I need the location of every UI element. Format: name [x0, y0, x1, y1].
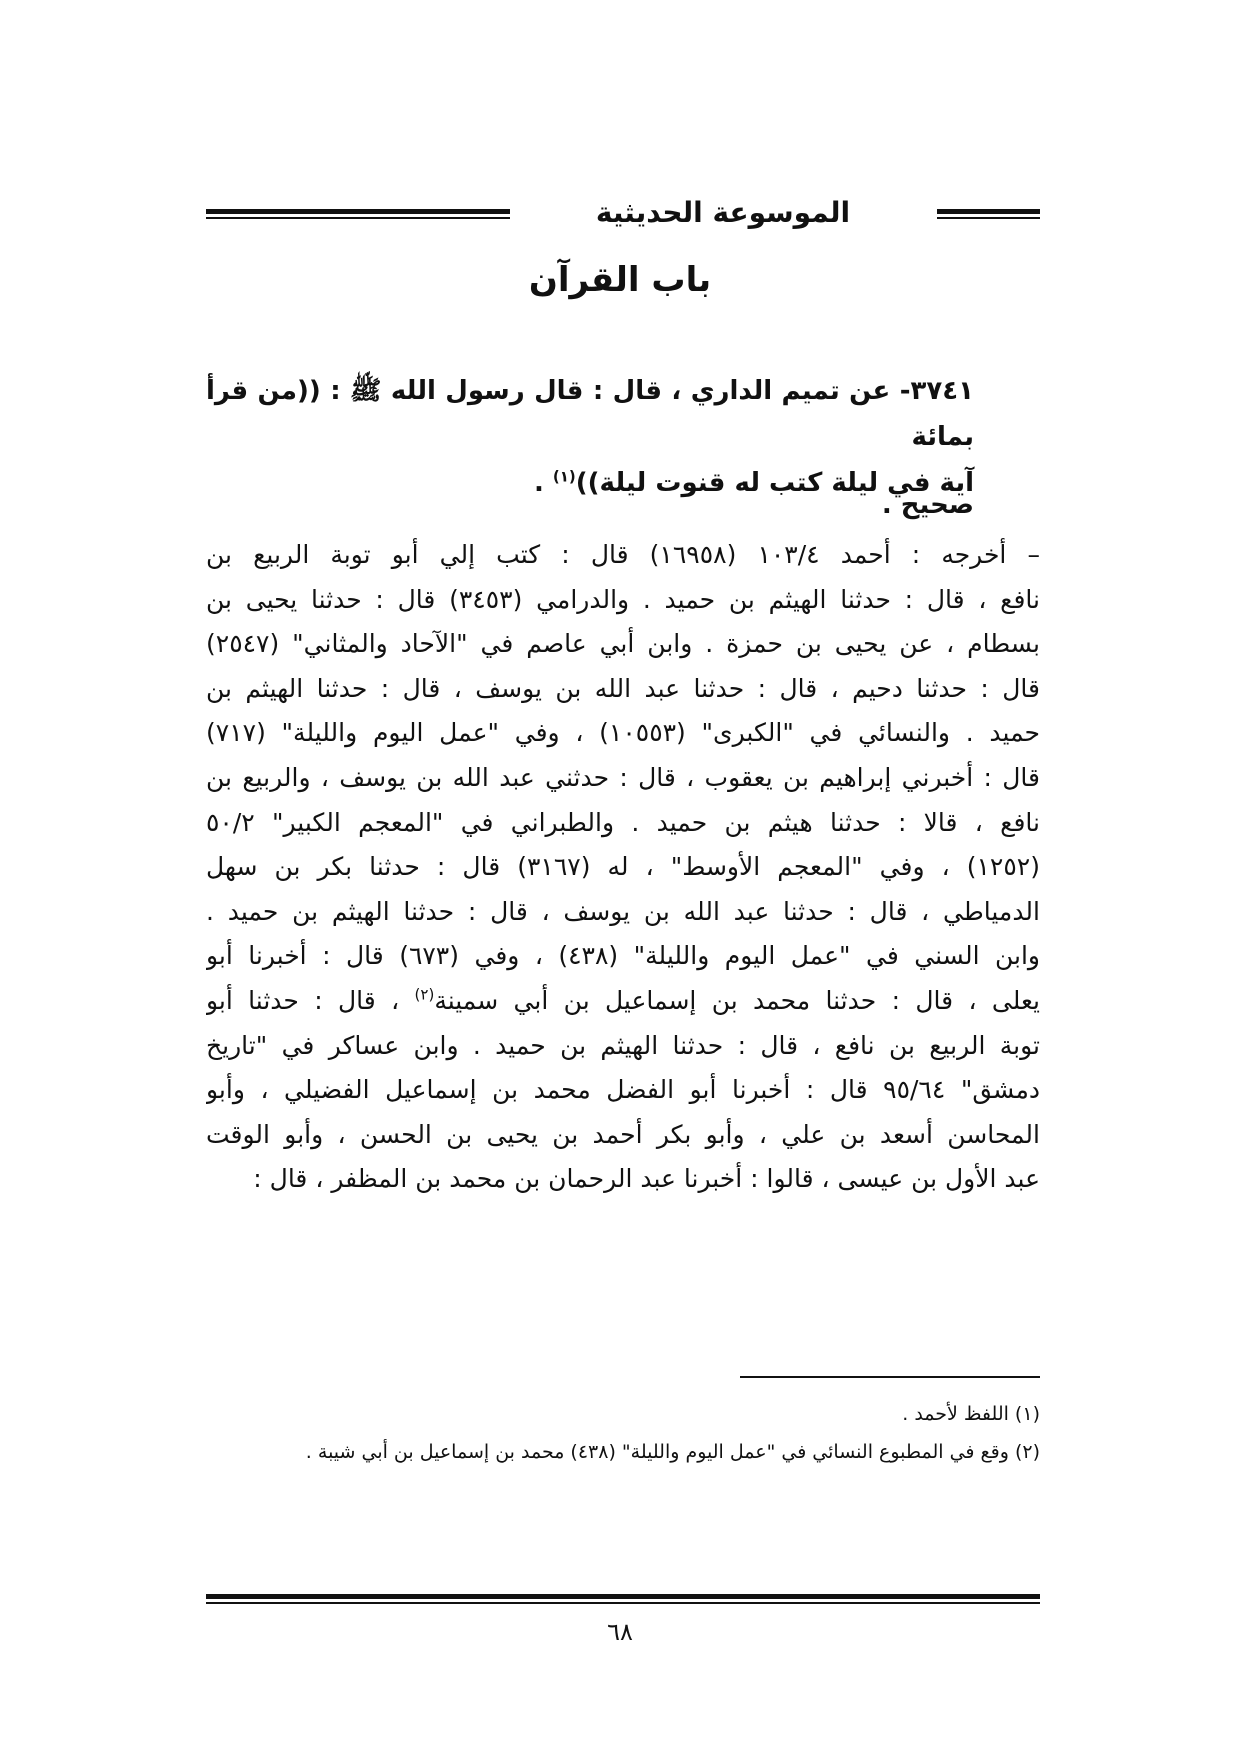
body-line-part: يعلى ، قال : حدثنا محمد بن إسماعيل بن أبي سمينة [434, 985, 1040, 1015]
bottom-rule [206, 1594, 1040, 1604]
header-rule-right [937, 209, 1040, 219]
chapter-title: باب القرآن [528, 260, 712, 300]
running-header [206, 193, 1040, 233]
body-line: الدمياطي ، قال : حدثنا عبد الله بن يوسف ، قال : حدثنا الهيثم بن حميد . [206, 896, 1040, 926]
takhrij-text [206, 533, 1040, 1202]
hadith-line-2: آية في ليلة كتب له قنوت ليلة)) [575, 468, 974, 498]
body-line: بسطام ، عن يحيى بن حمزة . وابن أبي عاصم في "الآحاد والمثاني" (٢٥٤٧) [206, 629, 1040, 659]
page-number: ٦٨ [607, 1618, 633, 1646]
body-line: المحاسن أسعد بن علي ، وأبو بكر أحمد بن يحيى بن الحسن ، وأبو الوقت [206, 1119, 1040, 1149]
book-title: الموسوعة الحديثية [595, 196, 851, 229]
header-rule-left [206, 209, 510, 219]
hadith-line-1: ٣٧٤١- عن تميم الداري ، قال : قال رسول الله ﷺ : ((من قرأ بمائة [206, 376, 974, 452]
footnotes [206, 1395, 1040, 1471]
body-line: عبد الأول بن عيسى ، قالوا : أخبرنا عبد الرحمان بن محمد بن المظفر ، قال : [253, 1164, 1040, 1194]
body-line: قال : حدثنا دحيم ، قال : حدثنا عبد الله بن يوسف ، قال : حدثنا الهيثم بن [206, 673, 1040, 703]
body-line: – أخرجه : أحمد ١٠٣/٤ (١٦٩٥٨) قال : كتب إلي أبو توبة الربيع بن [206, 540, 1040, 569]
footnote-ref-2: (٢) [414, 985, 435, 1004]
body-line: (١٢٥٢) ، وفي "المعجم الأوسط" ، له (٣١٦٧) قال : حدثنا بكر بن سهل [206, 852, 1040, 882]
body-line: توبة الربيع بن نافع ، قال : حدثنا الهيثم بن حميد . وابن عساكر في "تاريخ [206, 1030, 1040, 1060]
body-line: وابن السني في "عمل اليوم والليلة" (٤٣٨) ، وفي (٦٧٣) قال : أخبرنا أبو [206, 941, 1040, 971]
body-line-with-note [206, 979, 1040, 1024]
body-line: نافع ، قال : حدثنا الهيثم بن حميد . والدرامي (٣٤٥٣) قال : حدثنا يحيى بن [206, 584, 1040, 614]
footnote-ref-1: (١) [552, 467, 576, 486]
body-line-part: ، قال : حدثنا أبو [206, 985, 415, 1015]
body-line: حميد . والنسائي في "الكبرى" (١٠٥٥٣) ، وفي "عمل اليوم والليلة" (٧١٧) [206, 718, 1040, 748]
hadith-grade: صحيح . [881, 490, 974, 520]
hadith-line-2-end: . [533, 468, 553, 498]
footnote-2: (٢) وقع في المطبوع النسائي في "عمل اليوم والليلة" (٤٣٨) محمد بن إسماعيل بن أبي شيبة . [305, 1441, 1040, 1463]
footnote-separator [740, 1376, 1040, 1378]
body-line: قال : أخبرني إبراهيم بن يعقوب ، قال : حدثني عبد الله بن يوسف ، والربيع بن [206, 762, 1040, 792]
body-line: دمشق" ٩٥/٦٤ قال : أخبرنا أبو الفضل محمد بن إسماعيل الفضيلي ، وأبو [206, 1075, 1040, 1105]
body-line: نافع ، قالا : حدثنا هيثم بن حميد . والطبراني في "المعجم الكبير" ٥٠/٢ [206, 807, 1040, 837]
footnote-1: (١) اللفظ لأحمد . [902, 1403, 1040, 1425]
